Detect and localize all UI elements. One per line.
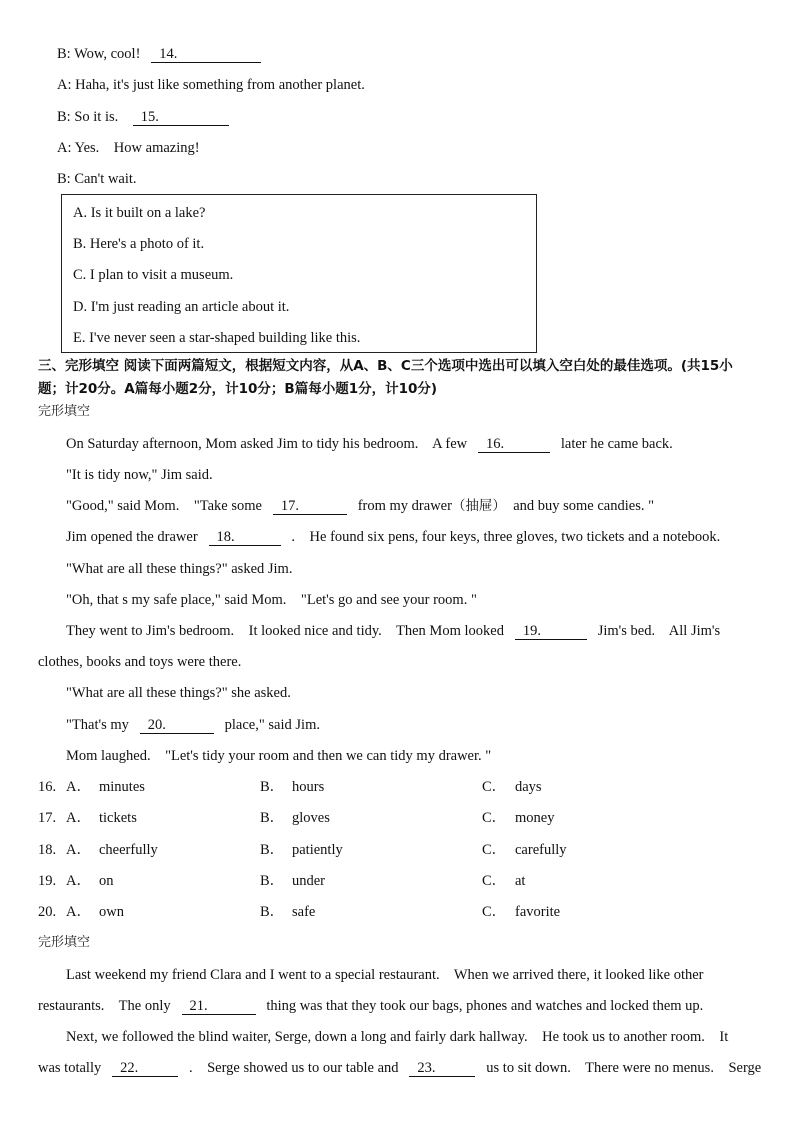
answer-blank-18[interactable]: 18. bbox=[209, 530, 281, 546]
answer-blank-21[interactable]: 21. bbox=[182, 999, 256, 1015]
option-letter-c: C． bbox=[482, 779, 507, 795]
option-letter-b: B． bbox=[260, 873, 285, 889]
passage-b-line: restaurants. The only 21. thing was that they took our bags, phones and watches and locked them up. bbox=[38, 998, 704, 1014]
passage-a-line: They went to Jim's bedroom. It looked nice and tidy. Then Mom looked 19. Jim's bed. All Jim's bbox=[66, 623, 721, 639]
dialogue-line: A: Yes. How amazing! bbox=[57, 140, 200, 156]
passage-a-line: "Good," said Mom. "Take some 17. from my drawer（抽屉） and buy some candies. " bbox=[66, 498, 655, 514]
answer-option-b[interactable]: hours bbox=[292, 779, 325, 795]
dialogue-line: B: Can't wait. bbox=[57, 171, 137, 187]
option-c: C. I plan to visit a museum. bbox=[73, 267, 234, 283]
passage-a-line: Mom laughed. "Let's tidy your room and then we can tidy my drawer. " bbox=[66, 748, 492, 764]
dialogue-line: A: Haha, it's just like something from another planet. bbox=[57, 77, 365, 93]
answer-option-c[interactable]: at bbox=[515, 873, 526, 889]
passage-a-line: "What are all these things?" asked Jim. bbox=[66, 561, 293, 577]
section-heading: 三、完形填空 阅读下面两篇短文，根据短文内容，从A、B、C三个选项中选出可以填入空白处的最佳选项。(共15小题；计20分。A篇每小题2分，计10分；B篇每小题1分，计10分) bbox=[38, 358, 733, 397]
passage-a-line: "That's my 20. place," said Jim. bbox=[66, 717, 320, 733]
dialogue-line-15: B: So it is. 15. bbox=[57, 108, 229, 126]
passage-a-label: 完形填空 bbox=[38, 404, 91, 419]
passage-b-line: Next, we followed the blind waiter, Serge, down a long and fairly dark hallway. He took us to another room. It bbox=[66, 1029, 729, 1045]
answer-option-b[interactable]: patiently bbox=[292, 842, 343, 858]
passage-a-line: On Saturday afternoon, Mom asked Jim to tidy his bedroom. A few 16. later he came back. bbox=[66, 436, 673, 452]
answer-option-c[interactable]: money bbox=[515, 810, 555, 826]
option-letter-a: A． bbox=[66, 904, 91, 920]
option-letter-a: A． bbox=[66, 810, 91, 826]
option-a: A. Is it built on a lake? bbox=[73, 205, 206, 221]
answer-option-c[interactable]: carefully bbox=[515, 842, 567, 858]
answer-option-b[interactable]: under bbox=[292, 873, 326, 889]
answer-blank-17[interactable]: 17. bbox=[273, 499, 347, 515]
answer-option-a[interactable]: tickets bbox=[99, 810, 137, 826]
passage-a-line: "It is tidy now," Jim said. bbox=[66, 467, 213, 483]
option-letter-a: A． bbox=[66, 779, 91, 795]
passage-b-line: Last weekend my friend Clara and I went to a special restaurant. When we arrived there, it looked like other bbox=[66, 967, 704, 983]
passage-a-line: clothes, books and toys were there. bbox=[38, 654, 242, 670]
answer-blank-16[interactable]: 16. bbox=[478, 437, 550, 453]
option-letter-b: B． bbox=[260, 842, 285, 858]
answer-option-c[interactable]: favorite bbox=[515, 904, 561, 920]
passage-a-line: "What are all these things?" she asked. bbox=[66, 685, 291, 701]
option-letter-b: B． bbox=[260, 810, 285, 826]
option-b: B. Here's a photo of it. bbox=[73, 236, 205, 252]
answer-blank-19[interactable]: 19. bbox=[515, 624, 587, 640]
answer-blank-22[interactable]: 22. bbox=[112, 1061, 178, 1077]
answer-blank-20[interactable]: 20. bbox=[140, 718, 214, 734]
answer-option-a[interactable]: cheerfully bbox=[99, 842, 158, 858]
option-letter-a: A． bbox=[66, 873, 91, 889]
answer-blank-15[interactable]: 15. bbox=[133, 110, 229, 126]
answer-option-c[interactable]: days bbox=[515, 779, 542, 795]
option-letter-c: C． bbox=[482, 842, 507, 858]
passage-a-line: Jim opened the drawer 18. . He found six pens, four keys, three gloves, two tickets and a notebook. bbox=[66, 529, 721, 545]
answer-option-a[interactable]: on bbox=[99, 873, 114, 889]
option-letter-c: C． bbox=[482, 873, 507, 889]
option-d: D. I'm just reading an article about it. bbox=[73, 299, 290, 315]
passage-a-line: "Oh, that s my safe place," said Mom. "Let's go and see your room. " bbox=[66, 592, 477, 608]
option-e: E. I've never seen a star-shaped building like this. bbox=[73, 330, 361, 346]
answer-option-b[interactable]: safe bbox=[292, 904, 316, 920]
option-letter-c: C． bbox=[482, 810, 507, 826]
answer-option-a[interactable]: own bbox=[99, 904, 124, 920]
option-letter-b: B． bbox=[260, 904, 285, 920]
answer-blank-23[interactable]: 23. bbox=[409, 1061, 475, 1077]
passage-b-label: 完形填空 bbox=[38, 935, 91, 950]
passage-b-line: was totally 22. . Serge showed us to our table and 23. us to sit down. There were no menus. Serge bbox=[38, 1060, 762, 1076]
option-letter-a: A． bbox=[66, 842, 91, 858]
answer-option-a[interactable]: minutes bbox=[99, 779, 145, 795]
dialogue-line-14: B: Wow, cool! 14. bbox=[57, 45, 261, 63]
option-letter-b: B． bbox=[260, 779, 285, 795]
answer-blank-14[interactable]: 14. bbox=[151, 47, 261, 63]
options-box bbox=[61, 194, 537, 353]
answer-option-b[interactable]: gloves bbox=[292, 810, 330, 826]
option-letter-c: C． bbox=[482, 904, 507, 920]
